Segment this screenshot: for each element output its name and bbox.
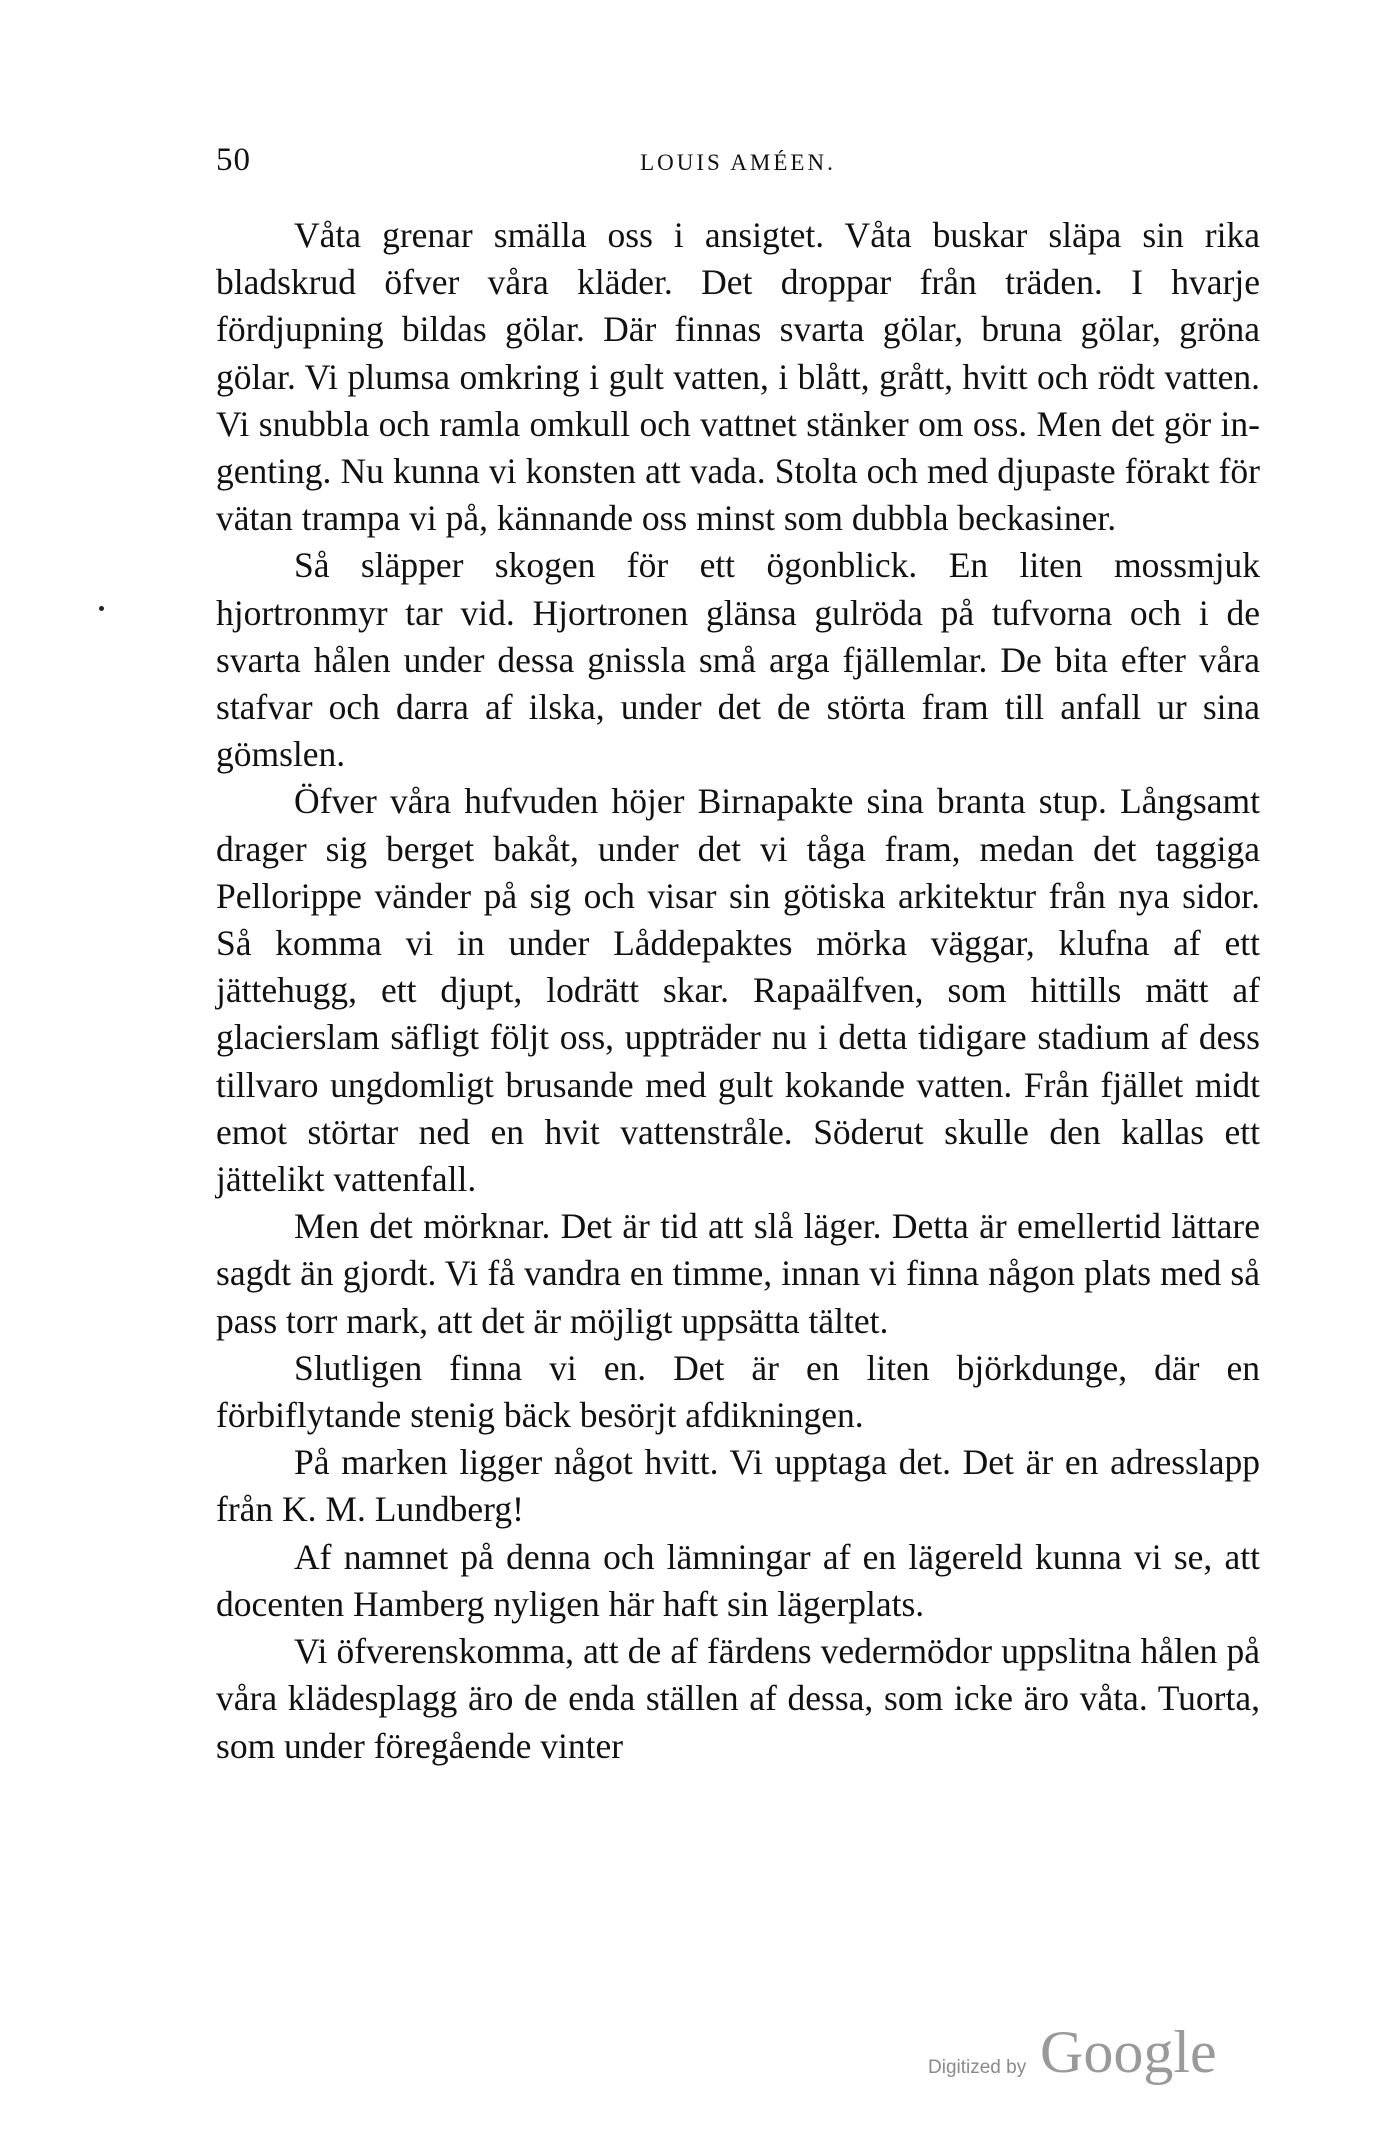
running-head: LOUIS AMÉEN. (640, 150, 836, 175)
paragraph-7: Af namnet på denna och lämningar af en lägereld kunna vi se, att docenten Hamberg nyligen här haft sin lägerplats. (216, 1536, 1260, 1624)
paragraph-8: Vi öfverenskomma, att de af färdens vedermödor uppslitna hålen på våra klädesplagg äro de enda ställen af dessa, som icke äro våta. Tuorta, som under föregående vinter (216, 1631, 1260, 1766)
paragraph-6: På marken ligger något hvitt. Vi upptaga det. Det är en adresslapp från K. M. Lundberg! (216, 1442, 1260, 1530)
paragraph-5: Slutligen finna vi en. Det är en liten björkdunge, där en förbiflytande stenig bäck besörjt afdikningen. (216, 1347, 1260, 1436)
page-number: 50 (216, 142, 251, 178)
digitization-watermark (928, 2019, 1248, 2092)
watermark-prefix: Digitized by (928, 2057, 1027, 2078)
page-header (216, 142, 1260, 192)
paragraph-4: Men det mörknar. Det är tid att slå läger. Detta är emellertid lättare sagdt än gjordt. Vi få vandra en timme, innan vi finna någon plats med så pass torr mark, att det är möjligt uppsätta tältet. (216, 1206, 1260, 1341)
paragraph-2: Så släpper skogen för ett ögonblick. En liten mossmjuk hjortronmyr tar vid. Hjortronen glänsa gulröda på tufvorna och i de svarta hålen under dessa gnissla små arga fjällemlar. De bita efter våra stafvar och darra af ilska, under det de störta fram till anfall ur sina gömslen. (216, 545, 1260, 775)
ink-speck (99, 606, 104, 611)
paragraph-3: Öfver våra hufvuden höjer Birnapakte sina branta stup. Långsamt drager sig berget bakåt, under det vi tåga fram, medan det taggiga Pellorippe vänder på sig och visar sin götiska arkitektur från nya sidor. Så komma vi in under Låddepaktes mörka väggar, klufna af ett jättehugg, ett djupt, lodrätt skar. Rapaälfven, som hittills mätt af glacierslam säfligt följt oss, uppträder nu i detta tidigare stadium af dess tillvaro ungdomligt brusande med gult kokande vatten. Från fjället midt emot störtar ned en hvit vattenstråle. Söderut skulle den kallas ett jättelikt vattenfall. (216, 781, 1260, 1200)
google-logo: Google (1040, 2019, 1217, 2085)
body-text (216, 212, 1260, 1770)
paragraph-1: Våta grenar smälla oss i ansigtet. Våta buskar släpa sin rika bladskrud öfver våra kläder. Det droppar från träden. I hvarje fördjupning bildas gölar. Där finnas svarta gölar, bruna gölar, gröna gölar. Vi plumsa omkring i gult vatten, i blått, grått, hvitt och rödt vatten. Vi snubbla och ramla omkull och vattnet stänker om oss. Men det gör ingenting. Nu kunna vi konsten att vada. Stolta och med djupaste förakt för vätan trampa vi på, kännande oss minst som dubbla beckasiner. (216, 215, 1260, 539)
